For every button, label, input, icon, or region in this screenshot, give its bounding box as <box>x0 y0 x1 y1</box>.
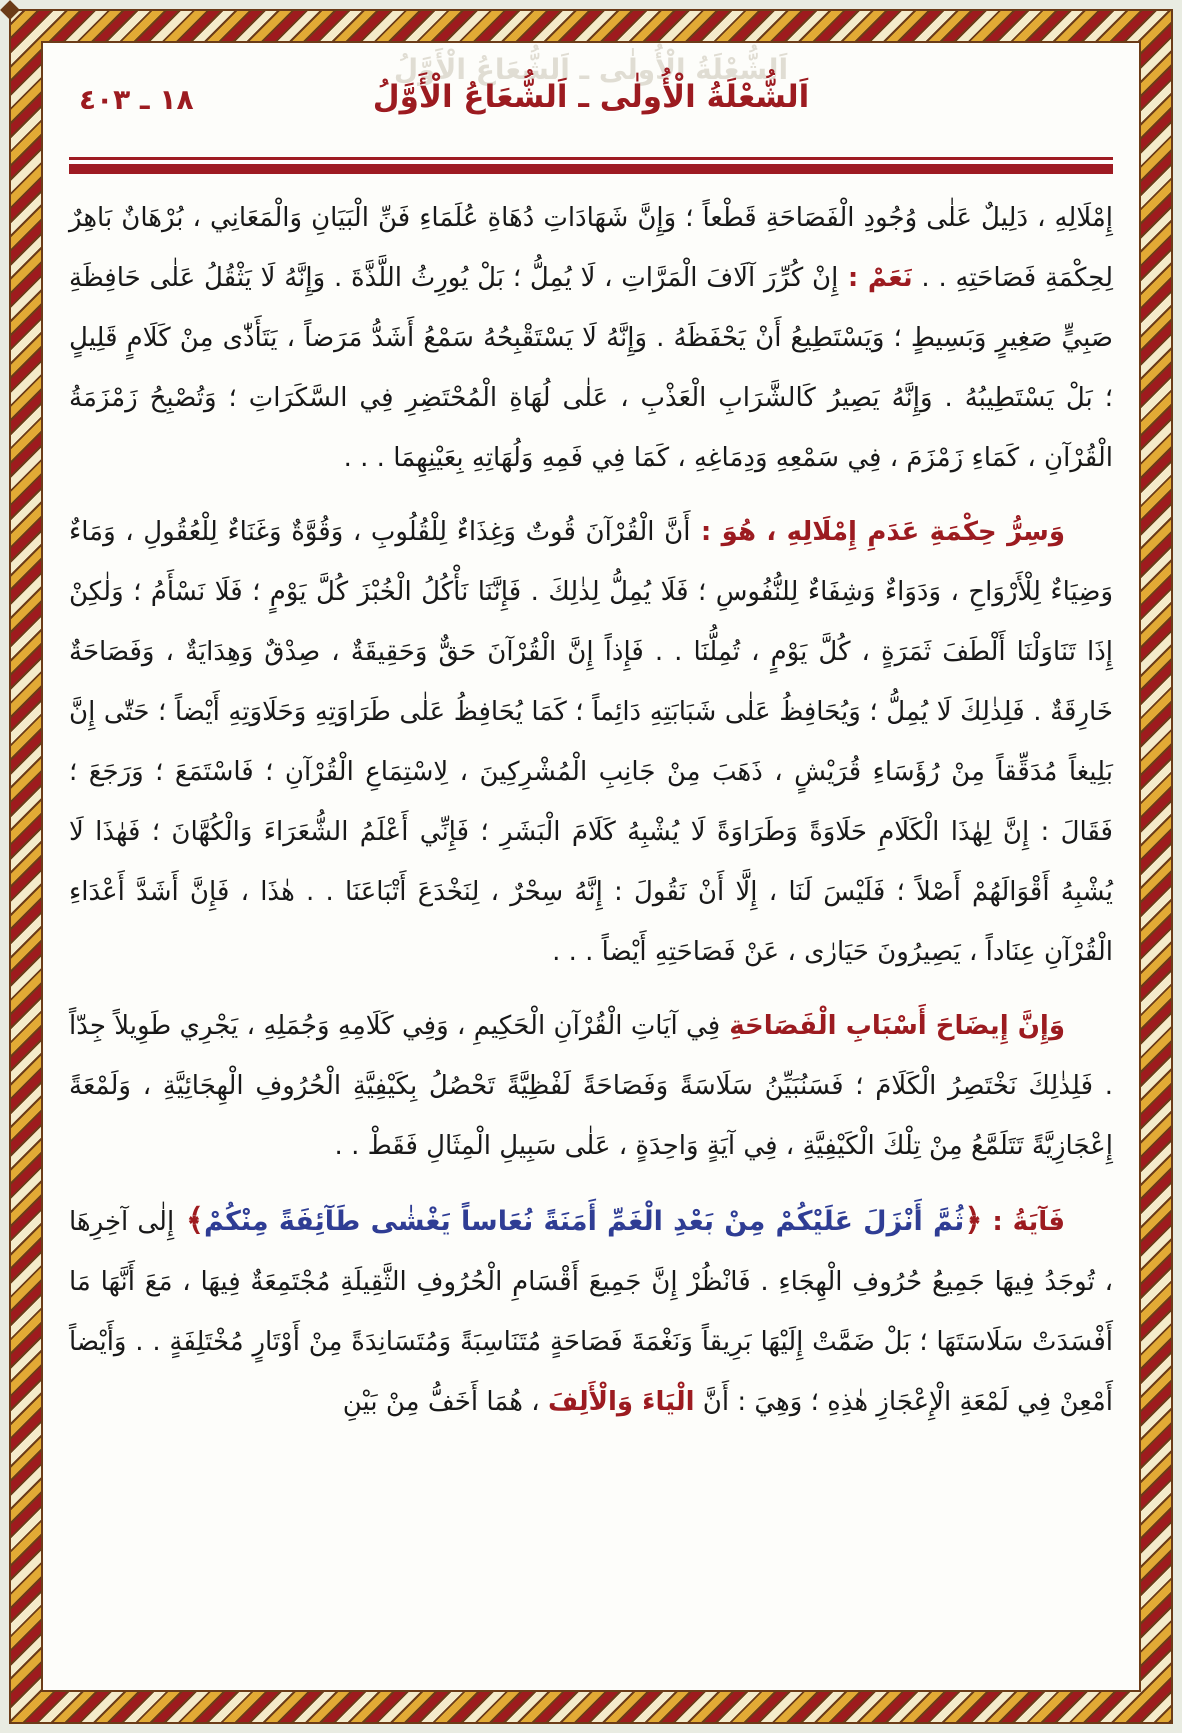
paragraph <box>69 1190 1113 1432</box>
emphasis-red-text-run: الْيَاءَ وَالْأَلِفَ <box>547 1387 695 1417</box>
page-header <box>69 53 1113 141</box>
body-text <box>69 188 1113 1432</box>
paragraph <box>69 996 1113 1176</box>
emphasis-red-text-run: وَإِنَّ إِيضَاحَ أَسْبَابِ الْفَصَاحَةِ <box>720 1011 1066 1041</box>
text-run: أَنَّ الْقُرْآنَ قُوتٌ وَغِذَاءٌ لِلْقُلُوبِ ، وَقُوَّةٌ وَغَنَاءٌ لِلْعُقُولِ ، وَمَاءٌ وَضِيَاءٌ لِلْأَرْوَاحِ ، وَدَوَاءٌ وَشِفَاءٌ لِلنُّفُوسِ ؛ فَلَا يُمِلُّ لِذٰلِكَ . فَإِنَّنَا نَأْكُلُ الْخُبْزَ كُلَّ يَوْمٍ ؛ فَلَا نَسْأَمُ ؛ وَلٰكِنْ إِذَا تَنَاوَلْنَا أَلْطَفَ ثَمَرَةٍ ، كُلَّ يَوْمٍ ، تُمِلُّنَا . . فَإِذاً إِنَّ الْقُرْآنَ حَقٌّ وَحَقِيقَةٌ ، صِدْقٌ وَهِدَايَةٌ ، وَفَصَاحَةٌ خَارِقَةٌ . فَلِذٰلِكَ لَا يُمِلُّ ؛ وَيُحَافِظُ عَلٰى شَبَابَتِهِ دَائِماً ؛ كَمَا يُحَافِظُ عَلٰى طَرَاوَتِهِ وَحَلَاوَتِهِ أَيْضاً ؛ حَتّٰى إِنَّ بَلِيغاً مُدَقِّقاً مِنْ رُؤَسَاءِ قُرَيْشٍ ، ذَهَبَ مِنْ جَانِبِ الْمُشْرِكِينَ ، لِاسْتِمَاعِ الْقُرْآنِ ؛ فَاسْتَمَعَ ؛ وَرَجَعَ ؛ فَقَالَ : إِنَّ لِهٰذَا الْكَلَامِ حَلَاوَةً وَطَرَاوَةً لَا يُشْبِهُ كَلَامَ الْبَشَرِ ؛ فَإِنِّي أَعْلَمُ الشُّعَرَاءَ وَالْكُهَّانَ ؛ فَهٰذَا لَا يُشْبِهُ أَقْوَالَهُمْ أَصْلاً ؛ فَلَيْسَ لَنَا ، إِلَّا أَنْ نَقُولَ : إِنَّهُ سِحْرٌ ، لِنَخْدَعَ أَتْبَاعَنَا . . هٰذَا ، فَإِنَّ أَشَدَّ أَعْدَاءِ الْقُرْآنِ عِنَاداً ، يَصِيرُونَ حَيَارٰى ، عَنْ فَصَاحَتِهِ أَيْضاً . . . <box>69 517 1113 967</box>
page-number: ١٨ ـ ٤٠٣ <box>79 83 194 116</box>
text-run: إِمْلَالِهِ ، دَلِيلٌ عَلٰى وُجُودِ الْفَصَاحَةِ قَطْعاً ؛ وَإِنَّ شَهَادَاتِ دُهَاةِ عُلَمَاءِ فَنِّ الْبَيَانِ وَالْمَعَانِي ، بُرْهَانٌ بَاهِرٌ لِحِكْمَةِ فَصَاحَتِهِ . . <box>69 203 1114 293</box>
text-run: إِلٰى آخِرِهَا ، تُوجَدُ فِيهَا جَمِيعُ حُرُوفِ الْهِجَاءِ . فَانْظُرْ إِنَّ جَمِيعَ أَقْسَامِ الْحُرُوفِ الثَّقِيلَةِ مُجْتَمِعَةٌ فِيهَا ، مَعَ أَنَّهَا مَا أَفْسَدَتْ سَلَاسَتَهَا ؛ بَلْ ضَمَّتْ إِلَيْهَا بَرِيقاً وَنَغْمَةَ فَصَاحَةٍ مُتَنَاسِبَةً وَمُتَسَانِدَةً مِنْ أَوْتَارٍ مُخْتَلِفَةٍ . . وَأَيْضاً أَمْعِنْ فِي لَمْعَةِ الْإِعْجَازِ هٰذِهِ ؛ وَهِيَ : أَنَّ <box>69 1207 1113 1417</box>
header-rule-thick-line <box>69 164 1113 174</box>
paragraph <box>69 188 1113 488</box>
emphasis-red-text-run: وَسِرُّ حِكْمَةِ عَدَمِ إِمْلَالِهِ ، هُوَ : <box>690 517 1065 547</box>
header-rule <box>69 157 1113 174</box>
quran-verse-text: ثُمَّ أَنْزَلَ عَلَيْكُمْ مِنْ بَعْدِ الْغَمِّ أَمَنَةً نُعَاساً يَغْشٰى طَآئِفَةً مِنْكُمْ <box>204 1206 965 1237</box>
emphasis-red-text-run: نَعَمْ : <box>838 263 913 293</box>
paragraph <box>69 502 1113 982</box>
verse-ornate-bracket: ﴿ <box>964 1202 983 1238</box>
page-title: اَلشُّعْلَةُ الْأُولٰى ـ اَلشُّعَاعُ الْأَوَّلُ <box>372 79 810 115</box>
ornate-page-border <box>9 9 1173 1724</box>
text-run: فِي آيَاتِ الْقُرْآنِ الْحَكِيمِ ، وَفِي كَلَامِهِ وَجُمَلِهِ ، يَجْرِي طَوِيلاً جِدّاً . فَلِذٰلِكَ نَخْتَصِرُ الْكَلَامَ ؛ فَسَنُبَيِّنُ سَلَاسَةً وَفَصَاحَةً لَفْظِيَّةً تَحْصُلُ بِكَيْفِيَّةِ الْحُرُوفِ الْهِجَائِيَّةِ ، وَلَمْعَةً إِعْجَازِيَّةً تَتَلَمَّعُ مِنْ تِلْكَ الْكَيْفِيَّةِ ، فِي آيَةٍ وَاحِدَةٍ ، عَلٰى سَبِيلِ الْمِثَالِ فَقَطْ . . <box>69 1011 1113 1161</box>
text-run: ، هُمَا أَخَفُّ مِنْ بَيْنِ <box>342 1387 548 1417</box>
text-run: إِنْ كُرِّرَ آلَافَ الْمَرَّاتِ ، لَا يُمِلُّ ؛ بَلْ يُورِثُ اللَّذَّةَ . وَإِنَّهُ لَا يَثْقُلُ عَلٰى حَافِظَةِ صَبِيٍّ صَغِيرٍ وَبَسِيطٍ ؛ وَيَسْتَطِيعُ أَنْ يَحْفَظَهُ . وَإِنَّهُ لَا يَسْتَقْبِحُهُ سَمْعُ أَشَدُّ مَرَضاً ، يَتَأَذّٰى مِنْ كَلَامٍ قَلِيلٍ ؛ بَلْ يَسْتَطِيبُهُ . وَإِنَّهُ يَصِيرُ كَالشَّرَابِ الْعَذْبِ ، عَلٰى لُهَاةِ الْمُحْتَضِرِ فِي السَّكَرَاتِ ؛ وَتُصْبِحُ زَمْزَمَةُ الْقُرْآنِ ، كَمَاءِ زَمْزَمَ ، فِي سَمْعِهِ وَدِمَاغِهِ ، كَمَا فِي فَمِهِ وَلُهَاتِهِ بِعَيْنِهِمَا . . . <box>69 263 1113 473</box>
verse-ornate-bracket: ﴾ <box>174 1202 204 1238</box>
page-sheet <box>41 41 1141 1692</box>
emphasis-red-text-run: فَآيَةُ : <box>982 1207 1065 1237</box>
title-bleed-ghost: اَلشُّعْلَةُ الْأُولٰى ـ اَلشُّعَاعُ الْأَوَّلُ <box>393 53 789 86</box>
